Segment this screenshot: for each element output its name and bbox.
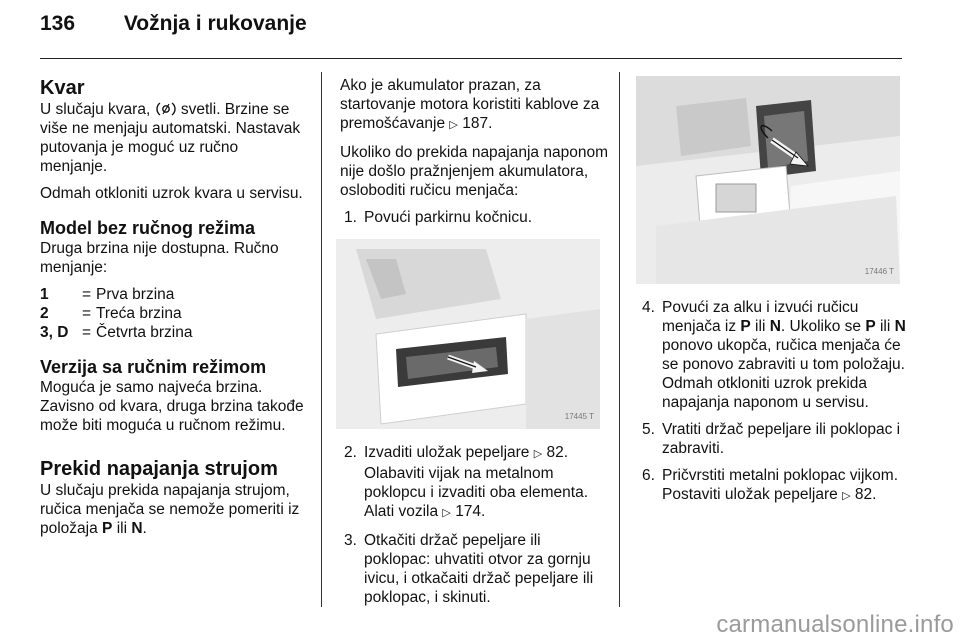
fault-text-a: U slučaju kvara, (40, 101, 155, 118)
column-right (638, 76, 906, 506)
reference-arrow-icon: ▷ (442, 507, 451, 519)
release-paragraph: Ukoliko do prekida napajanja naponom nije došlo pražnjenjem akumulatora, osloboditi ručicu menjača: (340, 144, 608, 199)
fault-paragraph (40, 100, 308, 176)
column-middle (340, 76, 608, 607)
page-title: Vožnja i rukovanje (123, 12, 307, 35)
table-row: 3, D = Četvrta brzina (40, 324, 193, 341)
list-item: 4. Povući za alku i izvući ručicu menjača iz P ili N. Ukoliko se P ili N ponovo ukopča, ručica menjača će se ponovo zabraviti u tom položaju. Odmah otkloniti uzrok prekida napajanja naponom u servisu. (642, 299, 906, 411)
no-manual-text: Druga brzina nije dostupna. Ručno menjanje: (40, 240, 279, 276)
release-lever-figure (636, 76, 900, 284)
shifter-figure (336, 239, 600, 429)
watermark: carmanualsonline.info (716, 611, 954, 638)
reference-arrow-icon: ▷ (533, 448, 543, 460)
gear-mode-table (40, 285, 192, 342)
table-row: 1 = Prva brzina (40, 286, 175, 303)
no-manual-heading: Model bez ručnog režima (40, 218, 256, 238)
header-rule (40, 58, 902, 59)
list-item: 3. Otkačiti držač pepeljare ili poklopac: uhvatiti otvor za gornju ivicu, i otkačaiti držač pepeljare ili poklopac, i skinuti. (344, 532, 594, 606)
list-item: 5. Vratiti držač pepeljare ili poklopac i zabraviti. (642, 421, 901, 457)
fault-text-b: svetli. Brzine se više ne menjaju automatski. Nastavak putovanja je moguć uz ručno menjanje. (40, 101, 301, 175)
reference-arrow-icon: ▷ (842, 490, 851, 502)
column-divider (321, 72, 322, 607)
list-item: 6. Pričvrstiti metalni poklopac vijkom. Postaviti uložak pepeljare ▷ 82. (642, 467, 899, 503)
table-row: 2 = Treća brzina (40, 305, 182, 322)
list-item: 2. Izvaditi uložak pepeljare ▷ 82. Olabaviti vijak na metalnom poklopcu i izvaditi oba elementa. Alati vozila ▷ 174. (344, 444, 589, 520)
fault-heading: Kvar (40, 77, 85, 99)
reference-arrow-icon: ▷ (449, 119, 458, 131)
power-heading: Prekid napajanja strujom (40, 458, 278, 480)
list-item: 1. Povući parkirnu kočnicu. (344, 209, 532, 226)
power-text: U slučaju prekida napajanja strujom, ručica menjača se nemože pomeriti iz položaja P ili N. (40, 482, 300, 537)
figure-code: 17445 T (564, 412, 594, 421)
column-left (40, 76, 308, 538)
steps-list-2 (340, 443, 608, 607)
manual-text: Moguća je samo najveća brzina. Zavisno od kvara, druga brzina takođe može biti moguća u ručnom režimu. (40, 379, 304, 434)
manual-heading: Verzija sa ručnim režimom (40, 357, 267, 377)
page-header (40, 12, 307, 36)
battery-paragraph: Ako je akumulator prazan, za startovanje motora koristiti kablove za premošćavanje ▷ 187. (340, 77, 600, 132)
figure-code: 17446 T (864, 267, 894, 276)
page-number: 136 (40, 12, 76, 35)
steps-list-3 (638, 298, 906, 506)
column-divider (619, 72, 620, 607)
steps-list (340, 208, 608, 227)
gearbox-warning-icon (155, 101, 177, 118)
fault-paragraph-2: Odmah otkloniti uzrok kvara u servisu. (40, 185, 303, 202)
